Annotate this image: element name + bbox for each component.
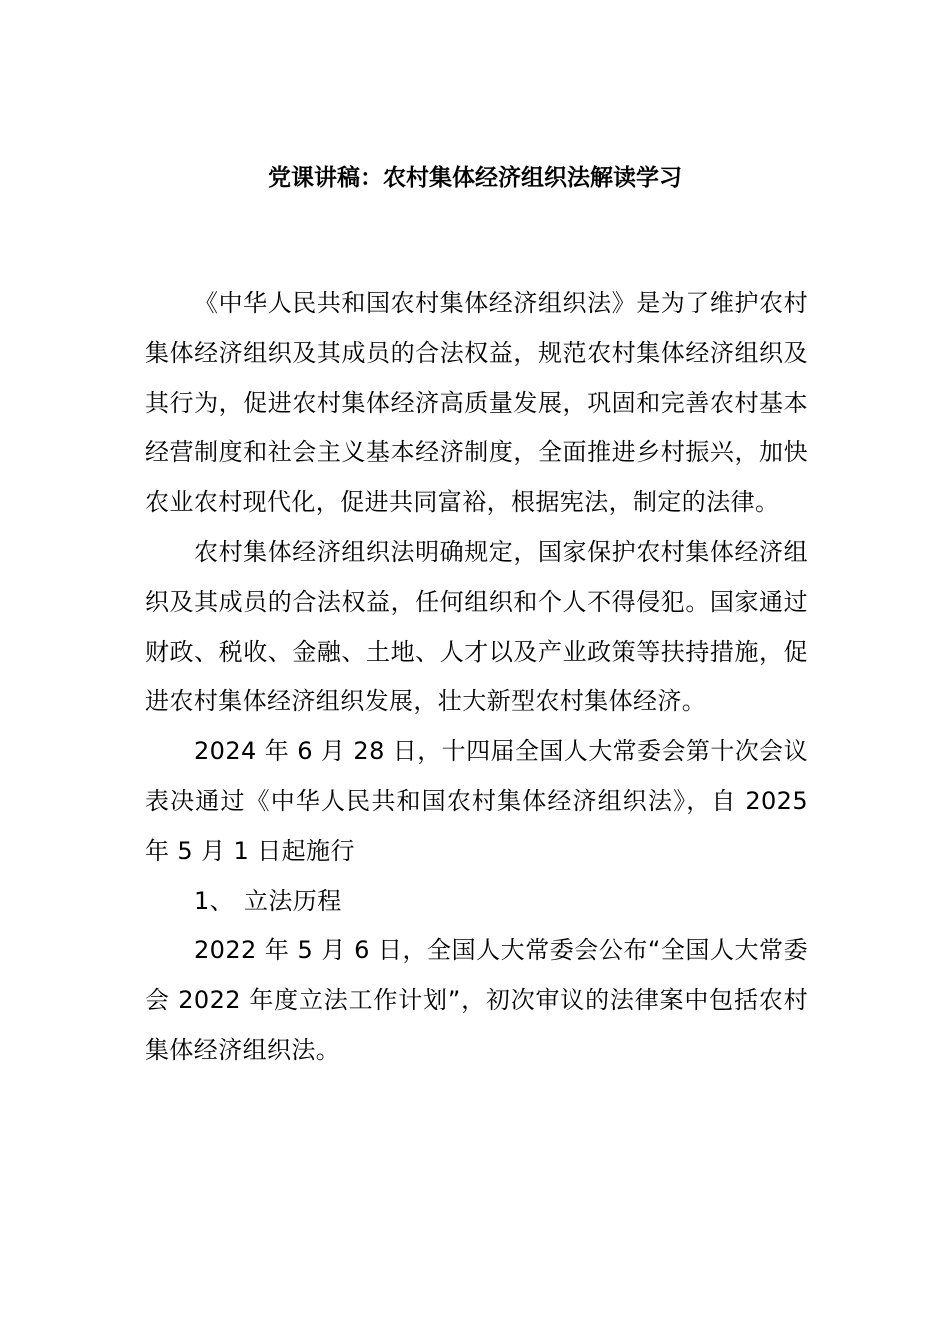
document-body: [145, 279, 808, 1076]
page-title: 党课讲稿：农村集体经济组织法解读学习: [268, 165, 682, 191]
paragraph-adoption: 2024 年 6 月 28 日，十四届全国人大常委会第十次会议表决通过《中华人民共和国农村集体经济组织法》，自 2025 年 5 月 1 日起施行: [145, 737, 808, 865]
section-number: 1、: [194, 886, 235, 915]
section-heading-text: 立法历程: [244, 886, 342, 915]
paragraph-intro: 《中华人民共和国农村集体经济组织法》是为了维护农村集体经济组织及其成员的合法权益，规范农村集体经济组织及其行为，促进农村集体经济高质量发展，巩固和完善农村基本经营制度和社会主义基本经济制度，全面推进乡村振兴，加快农业农村现代化，促进共同富裕，根据宪法，制定的法律。: [145, 289, 808, 517]
section-heading-legislative-history: [145, 877, 808, 927]
paragraph-legislative-plan: 2022 年 5 月 6 日，全国人大常委会公布“全国人大常委会 2022 年度立法工作计划”，初次审议的法律案中包括农村集体经济组织法。: [145, 936, 808, 1064]
paragraph-protection: 农村集体经济组织法明确规定，国家保护农村集体经济组织及其成员的合法权益，任何组织和个人不得侵犯。国家通过财政、税收、金融、土地、人才以及产业政策等扶持措施，促进农村集体经济组织发展，壮大新型农村集体经济。: [145, 537, 808, 716]
